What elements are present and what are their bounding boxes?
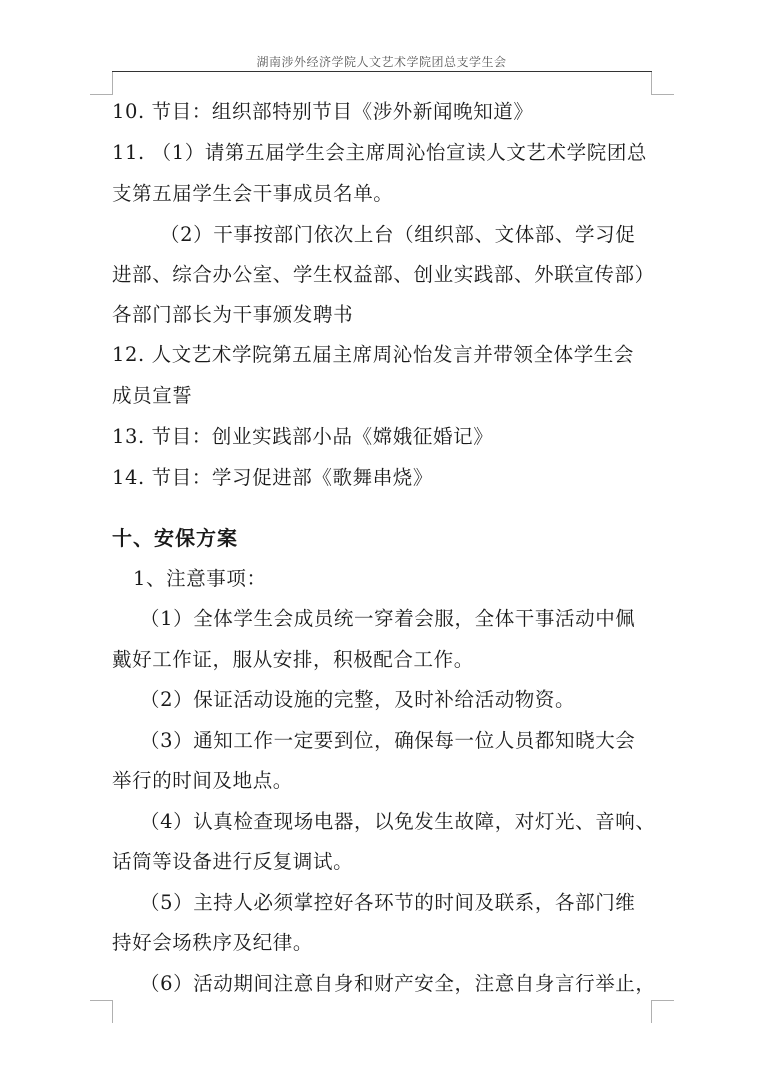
note-4-cont: 话筒等设备进行反复调试。 (112, 850, 354, 873)
note-1: （1）全体学生会成员统一穿着会服，全体干事活动中佩 (140, 607, 636, 630)
program-item-11-cont: 支第五届学生会干事成员名单。 (112, 182, 394, 205)
crop-mark-bottom-right (651, 1000, 674, 1023)
crop-mark-top-right (651, 72, 674, 95)
note-3-cont: 举行的时间及地点。 (112, 769, 293, 792)
note-6: （6）活动期间注意自身和财产安全，注意自身言行举止， (140, 972, 656, 995)
note-1-cont: 戴好工作证，服从安排，积极配合工作。 (112, 648, 474, 671)
program-item-11-sub2-cont2: 各部门部长为干事颁发聘书 (112, 303, 354, 326)
page-header: 湖南涉外经济学院人文艺术学院团总支学生会 (256, 55, 507, 69)
note-4: （4）认真检查现场电器，以免发生故障，对灯光、音响、 (140, 810, 656, 833)
notes-title: 1、注意事项： (133, 567, 267, 590)
program-item-11: 11. （1）请第五届学生会主席周沁怡宣读人文艺术学院团总 (112, 141, 648, 164)
program-item-12: 12. 人文艺术学院第五届主席周沁怡发言并带领全体学生会 (112, 343, 635, 366)
note-3: （3）通知工作一定要到位，确保每一位人员都知晓大会 (140, 729, 636, 752)
note-2: （2）保证活动设施的完整，及时补给活动物资。 (140, 688, 576, 711)
header-rule (112, 71, 652, 72)
program-item-14: 14. 节目：学习促进部《歌舞串烧》 (112, 466, 434, 489)
program-item-12-cont: 成员宣誓 (112, 384, 193, 407)
program-item-13: 13. 节目：创业实践部小品《嫦娥征婚记》 (112, 425, 494, 448)
crop-mark-bottom-left (90, 1000, 113, 1023)
note-5: （5）主持人必须掌控好各环节的时间及联系，各部门维 (140, 891, 636, 914)
crop-mark-top-left (90, 72, 113, 95)
program-item-11-sub2-cont1: 进部、综合办公室、学生权益部、创业实践部、外联宣传部） (112, 263, 655, 286)
section-heading: 十、安保方案 (112, 526, 238, 550)
program-item-11-sub2: （2）干事按部门依次上台（组织部、文体部、学习促 (160, 223, 636, 246)
program-item-10: 10. 节目：组织部特别节目《涉外新闻晚知道》 (112, 100, 534, 123)
note-5-cont: 持好会场秩序及纪律。 (112, 931, 314, 954)
